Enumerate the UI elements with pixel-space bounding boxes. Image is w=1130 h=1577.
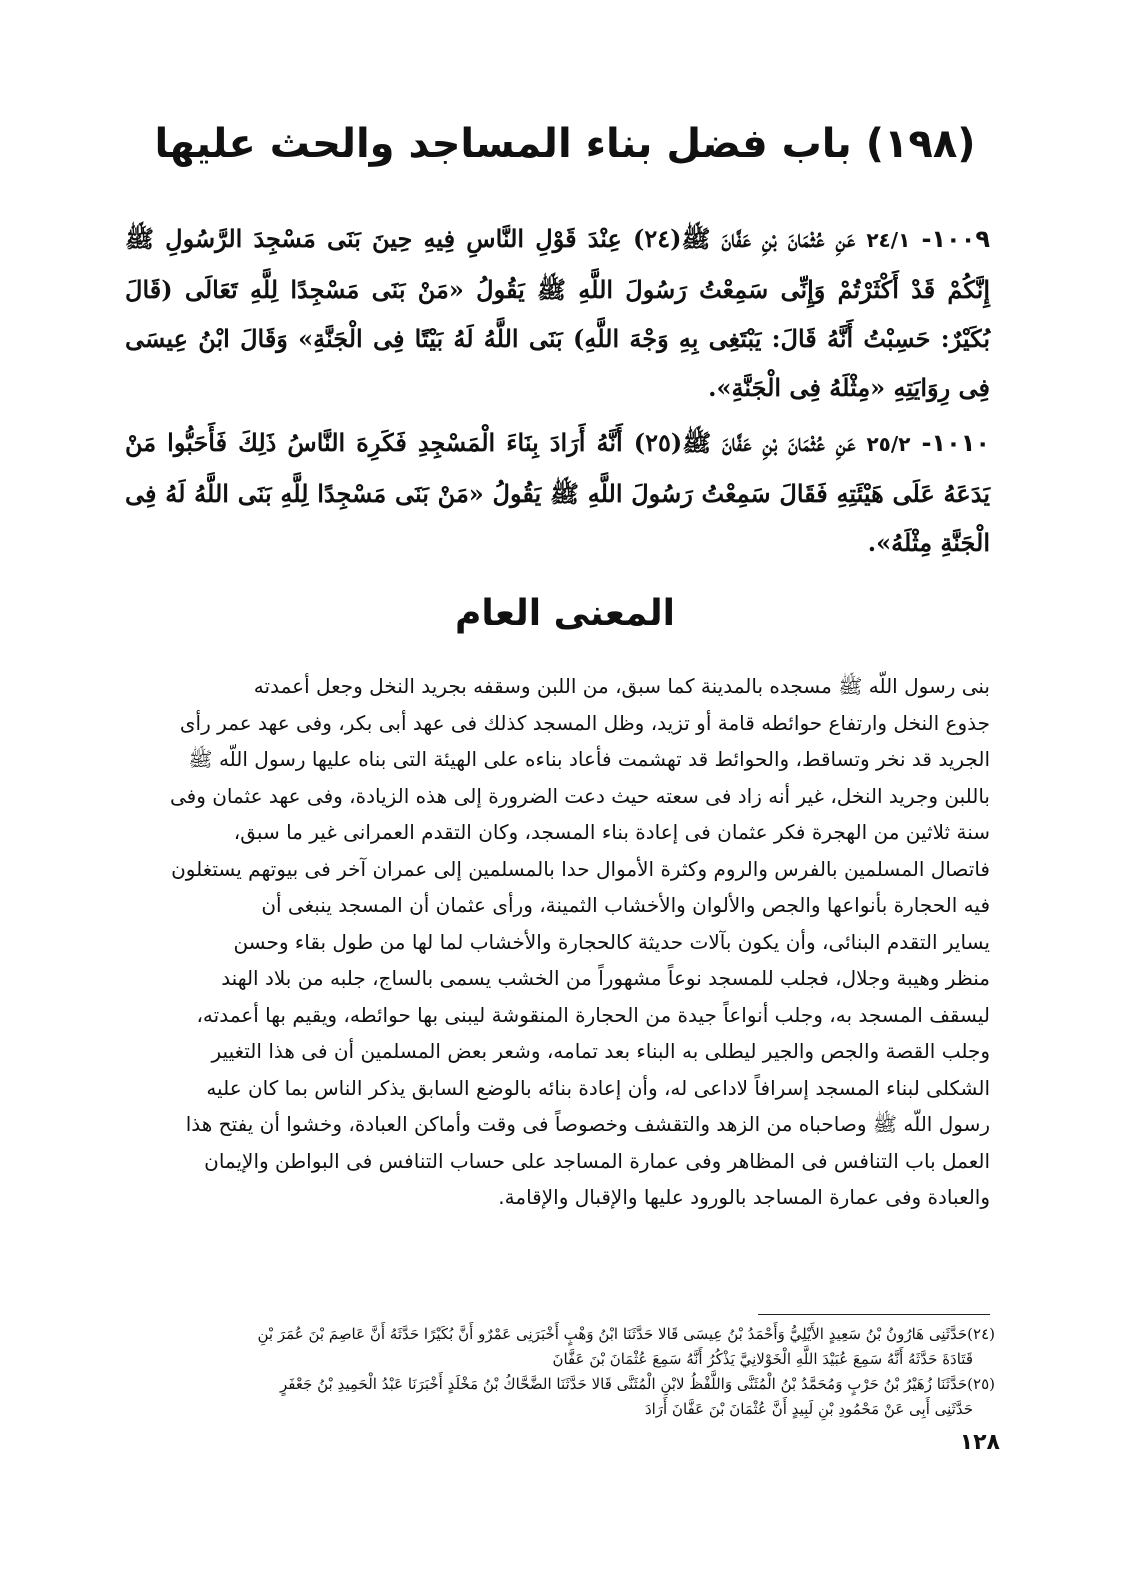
footnotes	[120, 1322, 995, 1422]
hadith-number: ١٠٠٩-	[921, 225, 990, 253]
body-line: فاتصال المسلمين بالفرس والروم وكثرة الأموال حدا بالمسلمين إلى عمران آخر فى بيوتهم يستغلون	[171, 856, 990, 881]
hadith-number: ١٠١٠-	[921, 429, 991, 457]
chapter-title: (١٩٨) باب فضل بناء المساجد والحث عليها	[154, 121, 976, 167]
hadith-text: عَنِ عُثْمَانَ بْنِ عَفَّانَ ﷺ(٢٥) أَنَّهُ أَرَادَ بِنَاءَ الْمَسْجِدِ فَكَرِهَ النَّاسُ ذَلِكَ فَأَحَبُّوا مَنْ يَدَعَهُ عَلَى هَيْئَتِهِ فَقَالَ سَمِعْتُ رَسُولَ اللَّهِ ﷺ يَقُولُ «مَنْ بَنَى مَسْجِدًا لِلَّهِ بَنَى اللَّهُ لَهُ فِى الْجَنَّةِ مِثْلَهُ».	[125, 428, 990, 557]
footnote-24: (٢٤)حَدَّثَنِى هَارُونُ بْنُ سَعِيدٍ الأَيْلِيُّ وَأَحْمَدُ بْنُ عِيسَى قَالا حَدَّثَنَا ابْنُ وَهْبٍ أَخْبَرَنِى عَمْرٌو أَنَّ بُكَيْرًا حَدَّثَهُ أَنَّ عَاصِمَ بْنَ عُمَرَ بْنِ	[257, 1325, 995, 1343]
section-title: المعنى العام	[454, 593, 676, 634]
hadith-1010	[125, 418, 990, 567]
body-line: ليسقف المسجد به، وجلب أنواعاً جيدة من الحجارة المنقوشة ليبنى بها حوائطه، ويقيم بها أعمدته،	[196, 1002, 990, 1027]
body-line: رسول اللّه ﷺ وصاحباه من الزهد والتقشف وخصوصاً فى وقت وأماكن العبادة، وخشوا أن يفتح هذا	[185, 1112, 990, 1136]
hadith-1009	[125, 214, 990, 412]
body-line: باللبن وجريد النخل، غير أنه زاد فى سعته حيث دعت الضرورة إلى هذه الزيادة، وفى عهد عثمان وفى	[169, 783, 990, 808]
body-line: وجلب القصة والجص والجير ليطلى به البناء بعد تمامه، وشعر بعض المسلمين أن فى هذا التغيير	[211, 1039, 990, 1063]
hadith-reference: ٢٥/٢	[866, 432, 911, 456]
body-line: فيه الحجارة بأنواعها والجص والألوان والأخشاب الثمينة، ورأى عثمان أن المسجد ينبغى أن	[261, 893, 990, 917]
footnote-25-continuation: حَدَّثَنِى أَبِى عَنْ مَحْمُودِ بْنِ لَبِيدٍ أَنَّ عُثْمَانَ بْنَ عَفَّانَ أَرَادَ	[644, 1400, 973, 1418]
page-number: ١٢٨	[959, 1430, 1000, 1455]
hadith-reference: ٢٤/١	[866, 228, 911, 252]
body-line: سنة ثلاثين من الهجرة فكر عثمان فى إعادة بناء المسجد، وكان التقدم العمرانى غير ما سبق،	[233, 820, 990, 844]
footnote-divider	[758, 1314, 990, 1315]
body-line: العمل باب التنافس فى المظاهر وفى عمارة المساجد على حساب التنافس فى البواطن والإيمان	[204, 1148, 990, 1173]
general-meaning-text	[128, 668, 990, 1216]
footnote-24-continuation: قَتَادَةَ حَدَّثَهُ أَنَّهُ سَمِعَ عُبَيْدَ اللَّهِ الْخَوْلانِيَّ يَذْكُرُ أَنَّهُ سَمِعَ عُثْمَانَ بْنَ عَفَّانَ	[552, 1350, 973, 1368]
body-line: الجريد قد نخر وتساقط، والحوائط قد تهشمت فأعاد بناءه على الهيئة التى بناه عليها رسول اللّه ﷺ	[188, 747, 990, 771]
footnote-25: (٢٥)حَدَّثَنَا زُهَيْرُ بْنُ حَرْبٍ وَمُحَمَّدُ بْنُ الْمُثَنَّى وَاللَّفْظُ لابْنِ الْمُثَنَّى قَالا حَدَّثَنَا الضَّحَّاكُ بْنُ مَخْلَدٍ أَخْبَرَنَا عَبْدُ الْحَمِيدِ بْنُ جَعْفَرٍ	[279, 1375, 995, 1393]
body-line: يساير التقدم البنائى، وأن يكون بآلات حديثة كالحجارة والأخشاب لما لها من طول بقاء وحسن	[233, 929, 990, 954]
body-line: الشكلى لبناء المسجد إسرافاً لاداعى له، وأن إعادة بنائه بالوضع السابق يذكر الناس بما كان عليه	[206, 1075, 990, 1100]
hadith-text: عَنِ عُثْمَانَ بْنِ عَفَّانَ ﷺ(٢٤) عِنْدَ قَوْلِ النَّاسِ فِيهِ حِينَ بَنَى مَسْجِدَ الرَّسُولِ ﷺ إِنَّكُمْ قَدْ أَكْثَرْتُمْ وَإِنِّى سَمِعْتُ رَسُولَ اللَّهِ ﷺ يَقُولُ «مَنْ بَنَى مَسْجِدًا لِلَّهِ تَعَالَى (قَالَ بُكَيْرٌ: حَسِبْتُ أَنَّهُ قَالَ: يَبْتَغِى بِهِ وَجْهَ اللَّهِ) بَنَى اللَّهُ لَهُ بَيْتًا فِى الْجَنَّةِ» وَقَالَ ابْنُ عِيسَى فِى رِوَايَتِهِ «مِثْلَهُ فِى الْجَنَّةِ».	[125, 224, 990, 402]
body-line: منظر وهيبة وجلال، فجلب للمسجد نوعاً مشهوراً من الخشب يسمى بالساج، جلبه من بلاد الهند	[221, 966, 990, 990]
body-line: جذوع النخل وارتفاع حوائطه قامة أو تزيد، وظل المسجد كذلك فى عهد أبى بكر، وفى عهد عمر رأى	[179, 710, 990, 735]
body-line: والعبادة وفى عمارة المساجد بالورود عليها والإقبال والإقامة.	[498, 1185, 990, 1209]
body-line: بنى رسول اللّه ﷺ مسجده بالمدينة كما سبق، من اللبن وسقفه بجريد النخل وجعل أعمدته	[253, 674, 990, 698]
